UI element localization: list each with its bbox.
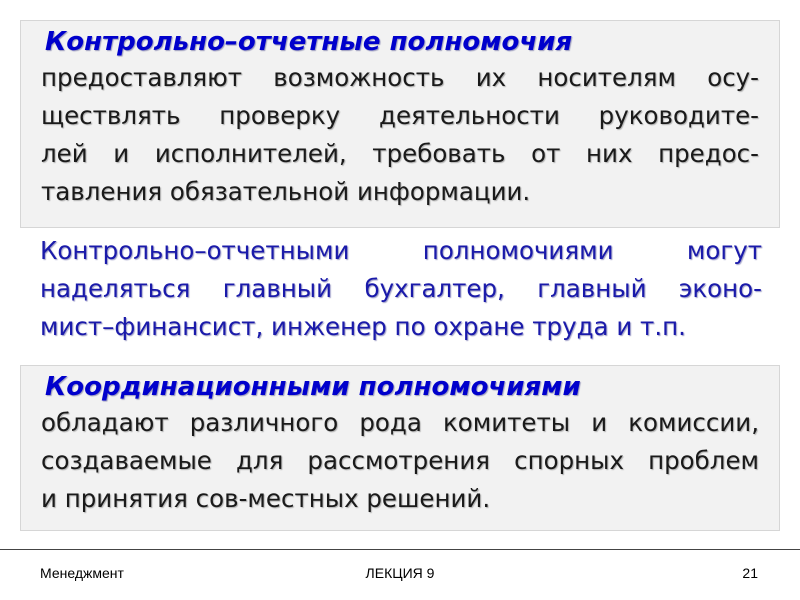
text-line: наделяться главный бухгалтер, главный эконо-	[40, 274, 762, 303]
footer-divider	[0, 549, 800, 550]
text-line: предоставляют возможность их носителям осу-	[41, 63, 759, 92]
text-line: и принятия сов-местных решений.	[41, 484, 491, 513]
control-reporting-block	[20, 20, 780, 228]
text-line: создаваемые для рассмотрения спорных проблем	[41, 446, 759, 475]
middle-paragraph	[40, 232, 762, 346]
footer-lecture: ЛЕКЦИЯ 9	[365, 565, 435, 581]
footer-course: Менеджмент	[40, 565, 124, 581]
coordination-block	[20, 365, 780, 531]
text-line: обладают различного рода комитеты и комиссии,	[41, 408, 759, 437]
text-line: Контрольно–отчетными полномочиями могут	[40, 236, 762, 265]
text-line: тавления обязательной информации.	[41, 177, 531, 206]
text-line: мист–финансист, инженер по охране труда и т.п.	[40, 312, 686, 341]
block-title: Контрольно–отчетные полномочия	[45, 27, 573, 57]
block-text	[41, 404, 759, 518]
text-line: лей и исполнителей, требовать от них предос-	[41, 139, 759, 168]
text-line: ществлять проверку деятельности руководите-	[41, 101, 759, 130]
block-title: Координационными полномочиями	[45, 372, 581, 402]
block-text	[41, 59, 759, 211]
page-number: 21	[742, 565, 758, 581]
